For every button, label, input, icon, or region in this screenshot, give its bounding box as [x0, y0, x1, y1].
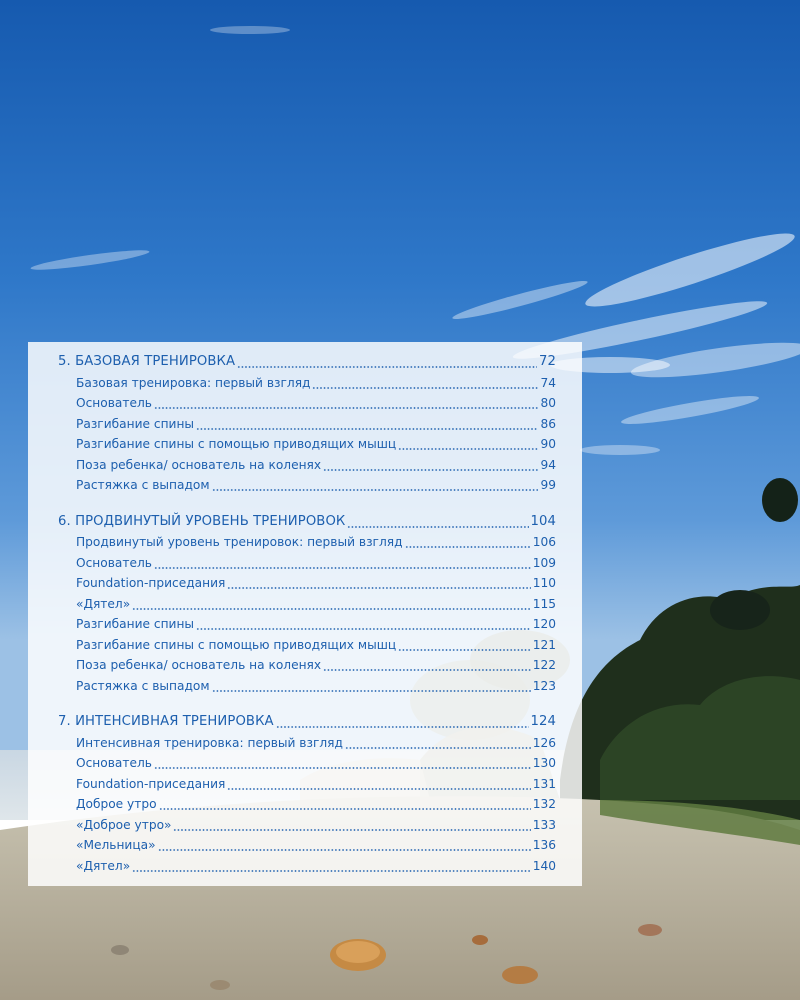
dot-leader [227, 774, 530, 795]
dot-leader [154, 393, 539, 414]
toc-entry[interactable] [58, 794, 556, 815]
entry-title: Foundation-приседания [76, 576, 226, 590]
dot-leader [212, 475, 539, 496]
entry-title: Растяжка с выпадом [76, 478, 210, 492]
entry-title: Продвинутый уровень тренировок: первый взгляд [76, 535, 403, 549]
toc-entry[interactable] [58, 414, 556, 435]
toc-entry[interactable] [58, 676, 556, 697]
dot-leader [159, 794, 531, 815]
toc-entry[interactable] [58, 856, 556, 877]
toc-entry[interactable] [58, 373, 556, 394]
toc-entry[interactable] [58, 815, 556, 836]
entry-title: Интенсивная тренировка: первый взгляд [76, 735, 343, 750]
chapter-page-number: 124 [530, 714, 556, 729]
entry-title: Доброе утро [76, 797, 157, 811]
toc-section [58, 512, 556, 697]
table-of-contents [58, 352, 556, 892]
chapter-page-number: 72 [539, 354, 556, 369]
entry-title: «Дятел» [76, 858, 131, 873]
entry-title: Растяжка с выпадом [76, 678, 210, 693]
toc-entry[interactable] [58, 733, 556, 754]
entry-title: Поза ребенка/ основатель на коленях [76, 457, 322, 472]
dot-leader [227, 573, 530, 594]
chapter-title: 7. ИНТЕНСИВНАЯ ТРЕНИРОВКА [58, 714, 274, 729]
entry-title: Разгибание спины с помощью приводящих мышц [76, 437, 397, 451]
entry-page-number: 115 [532, 596, 556, 611]
toc-entry[interactable] [58, 753, 556, 774]
dot-leader [132, 594, 531, 615]
chapter-title: 6. ПРОДВИНУТЫЙ УРОВЕНЬ ТРЕНИРОВОК [58, 513, 346, 529]
chapter-page-number: 104 [530, 513, 556, 529]
entry-page-number: 130 [532, 756, 556, 770]
entry-page-number: 121 [532, 637, 556, 652]
toc-entry[interactable] [58, 475, 556, 496]
toc-entry[interactable] [58, 455, 556, 476]
entry-page-number: 110 [532, 576, 556, 590]
entry-page-number: 120 [532, 617, 556, 631]
entry-page-number: 109 [532, 555, 556, 570]
dot-leader [132, 856, 531, 877]
entry-page-number: 80 [540, 396, 556, 410]
entry-title: «Мельница» [76, 838, 156, 852]
dot-leader [154, 753, 531, 774]
dot-leader [173, 815, 530, 836]
entry-page-number: 99 [540, 478, 556, 492]
entry-page-number: 133 [532, 817, 556, 832]
entry-title: Разгибание спины с помощью приводящих мышц [76, 637, 397, 652]
entry-title: Основатель [76, 555, 152, 570]
dot-leader [405, 532, 531, 553]
dot-leader [196, 614, 531, 635]
toc-entry[interactable] [58, 655, 556, 676]
entry-title: «Дятел» [76, 596, 131, 611]
entry-page-number: 136 [532, 838, 556, 852]
dot-leader [158, 835, 531, 856]
entry-page-number: 140 [532, 858, 556, 873]
toc-entry[interactable] [58, 553, 556, 574]
entry-title: Foundation-приседания [76, 776, 226, 791]
dot-leader [276, 712, 529, 733]
toc-entry[interactable] [58, 573, 556, 594]
dot-leader [312, 373, 538, 394]
toc-section [58, 352, 556, 496]
toc-entry[interactable] [58, 594, 556, 615]
dot-leader [212, 676, 531, 697]
toc-chapter-heading[interactable] [58, 352, 556, 373]
entry-page-number: 126 [532, 735, 556, 750]
entry-page-number: 74 [540, 375, 556, 390]
entry-page-number: 86 [540, 416, 556, 431]
entry-title: Базовая тренировка: первый взгляд [76, 375, 311, 390]
toc-entry[interactable] [58, 532, 556, 553]
entry-title: Основатель [76, 756, 152, 770]
toc-entry[interactable] [58, 774, 556, 795]
dot-leader [398, 635, 531, 656]
toc-section [58, 712, 556, 876]
toc-chapter-heading[interactable] [58, 712, 556, 733]
entry-page-number: 94 [540, 457, 556, 472]
table-of-contents-panel [28, 342, 582, 886]
entry-page-number: 132 [532, 797, 556, 811]
toc-entry[interactable] [58, 835, 556, 856]
dot-leader [323, 655, 531, 676]
toc-entry[interactable] [58, 614, 556, 635]
dot-leader [154, 553, 531, 574]
entry-page-number: 90 [540, 437, 556, 451]
entry-title: «Доброе утро» [76, 817, 172, 832]
chapter-title: 5. БАЗОВАЯ ТРЕНИРОВКА [58, 354, 236, 369]
toc-chapter-heading[interactable] [58, 512, 556, 533]
toc-entry[interactable] [58, 434, 556, 455]
toc-entry[interactable] [58, 635, 556, 656]
dot-leader [196, 414, 538, 435]
entry-title: Поза ребенка/ основатель на коленях [76, 658, 322, 672]
dot-leader [398, 434, 538, 455]
entry-title: Основатель [76, 396, 152, 410]
entry-page-number: 123 [532, 678, 556, 693]
toc-entry[interactable] [58, 393, 556, 414]
entry-title: Разгибание спины [76, 617, 195, 631]
dot-leader [237, 352, 537, 373]
entry-page-number: 122 [532, 658, 556, 672]
entry-page-number: 131 [532, 776, 556, 791]
dot-leader [323, 455, 538, 476]
dot-leader [347, 512, 528, 533]
dot-leader [345, 733, 531, 754]
entry-page-number: 106 [532, 535, 556, 549]
entry-title: Разгибание спины [76, 416, 195, 431]
